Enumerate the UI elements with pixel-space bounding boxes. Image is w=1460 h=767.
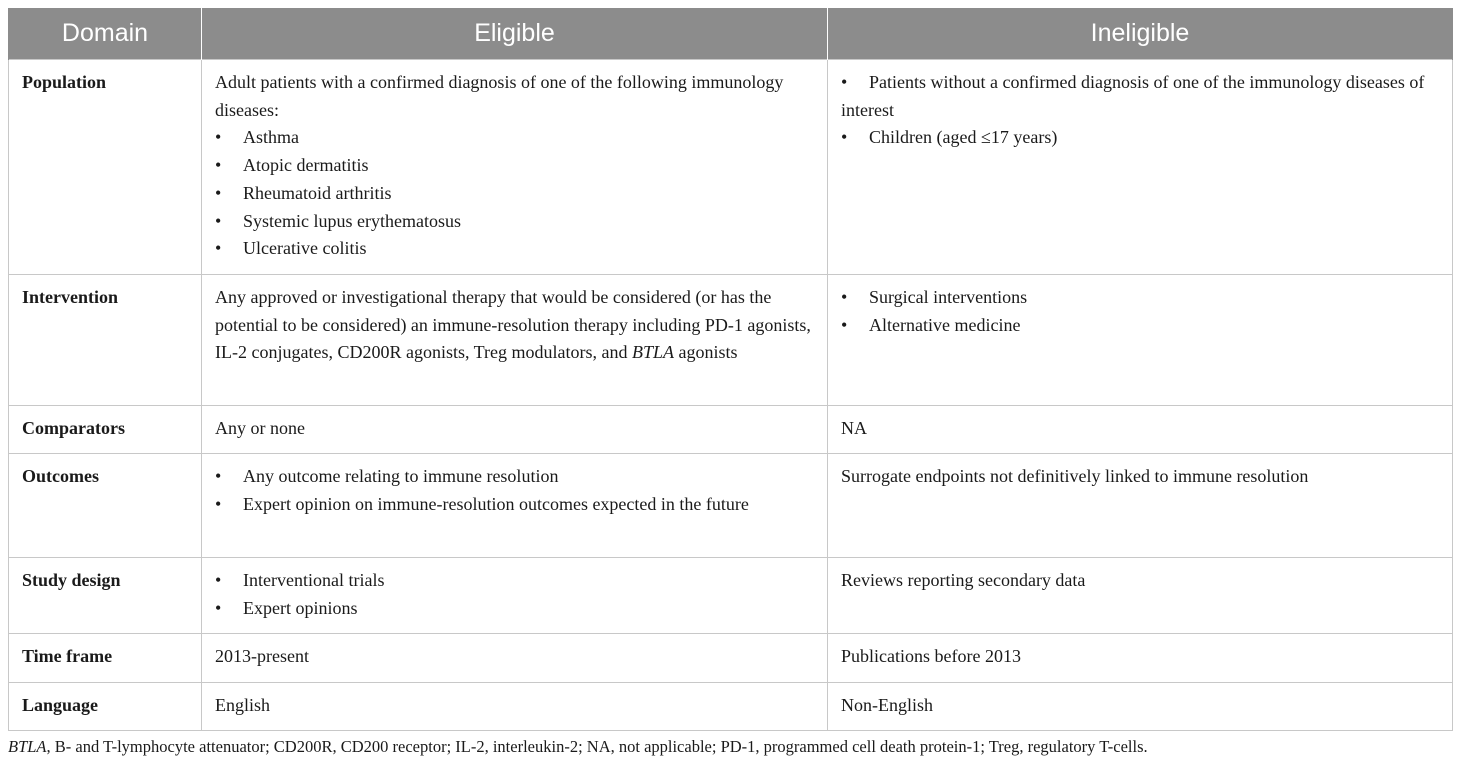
table-row-comparators (9, 406, 1453, 454)
table-row-population (9, 60, 1453, 275)
table-row-intervention (9, 275, 1453, 406)
list-item: • Ulcerative colitis (215, 235, 814, 263)
table-row-study-design (9, 558, 1453, 634)
list-item: • Atopic dermatitis (215, 152, 814, 180)
ineligible-cell: NA (828, 406, 1453, 454)
eligible-list (215, 567, 814, 622)
list-item-text: Patients without a confirmed diagnosis of one of the immunology diseases of interest (841, 72, 1425, 120)
table-footnote (8, 735, 1452, 759)
list-item-text: Expert opinion on immune-resolution outcomes expected in the future (243, 493, 749, 514)
eligible-text: Any approved or investigational therapy that would be considered (or has the potential to be considered) an immune-resolution therapy including PD-1 agonists, IL-2 conjugates, CD200R agonists, Treg modulators, and (215, 287, 811, 363)
list-item: • Systemic lupus erythematosus (215, 208, 814, 236)
domain-cell: Comparators (9, 406, 202, 454)
eligible-cell: English (202, 683, 828, 731)
list-item: • Children (aged ≤17 years) (841, 127, 1058, 148)
eligible-cell (202, 454, 828, 558)
list-item-text: Any outcome relating to immune resolution (243, 466, 559, 486)
domain-cell: Language (9, 683, 202, 731)
domain-cell: Time frame (9, 634, 202, 683)
eligible-cell (202, 558, 828, 634)
eligible-cell: 2013-present (202, 634, 828, 683)
list-item: • Alternative medicine (841, 312, 1439, 340)
header-domain: Domain (9, 8, 202, 60)
table-row-time-frame (9, 634, 1453, 683)
eligible-list (215, 124, 814, 263)
list-item: • Interventional trials (215, 567, 814, 595)
ineligible-cell: Publications before 2013 (828, 634, 1453, 683)
list-item: • Rheumatoid arthritis (215, 180, 814, 208)
eligibility-criteria-table-container (8, 8, 1452, 731)
ineligible-list (841, 284, 1439, 339)
list-item: • Expert opinions (215, 595, 814, 623)
ineligible-cell: Reviews reporting secondary data (828, 558, 1453, 634)
eligible-text-italic: BTLA (631, 342, 674, 363)
list-item: • Any outcome relating to immune resolution (215, 466, 559, 486)
ineligible-cell (828, 275, 1453, 406)
eligible-cell (202, 275, 828, 406)
list-item: • Surgical interventions (841, 284, 1439, 312)
domain-cell: Outcomes (9, 454, 202, 558)
eligible-cell (202, 60, 828, 275)
table-row-language (9, 683, 1453, 731)
list-item: • Expert opinion on immune-resolution outcomes expected in the future (215, 493, 749, 514)
list-item-text: Children (aged ≤17 years) (869, 127, 1058, 148)
list-item: • Asthma (215, 124, 814, 152)
table-row-outcomes (9, 454, 1453, 558)
eligible-text-end: agonists (674, 342, 738, 363)
eligible-intro: Adult patients with a confirmed diagnosis of one of the following immunology diseases: (215, 72, 784, 120)
list-item: • Patients without a confirmed diagnosis of one of the immunology diseases of interest (841, 72, 1425, 120)
ineligible-cell: Non-English (828, 683, 1453, 731)
header-eligible: Eligible (202, 8, 828, 60)
header-ineligible: Ineligible (828, 8, 1453, 60)
footnote-italic-term: BTLA (8, 737, 47, 756)
eligible-cell: Any or none (202, 406, 828, 454)
ineligible-cell: Surrogate endpoints not definitively linked to immune resolution (828, 454, 1453, 558)
domain-cell: Intervention (9, 275, 202, 406)
table-header-row (9, 8, 1453, 60)
ineligible-cell (828, 60, 1453, 275)
footnote-text: , B- and T-lymphocyte attenuator; CD200R, CD200 receptor; IL-2, interleukin-2; NA, not applicable; PD-1, programmed cell death protein-1; Treg, regulatory T-cells. (46, 737, 1148, 756)
domain-cell: Study design (9, 558, 202, 634)
domain-cell: Population (9, 60, 202, 275)
eligibility-criteria-table (8, 8, 1453, 731)
